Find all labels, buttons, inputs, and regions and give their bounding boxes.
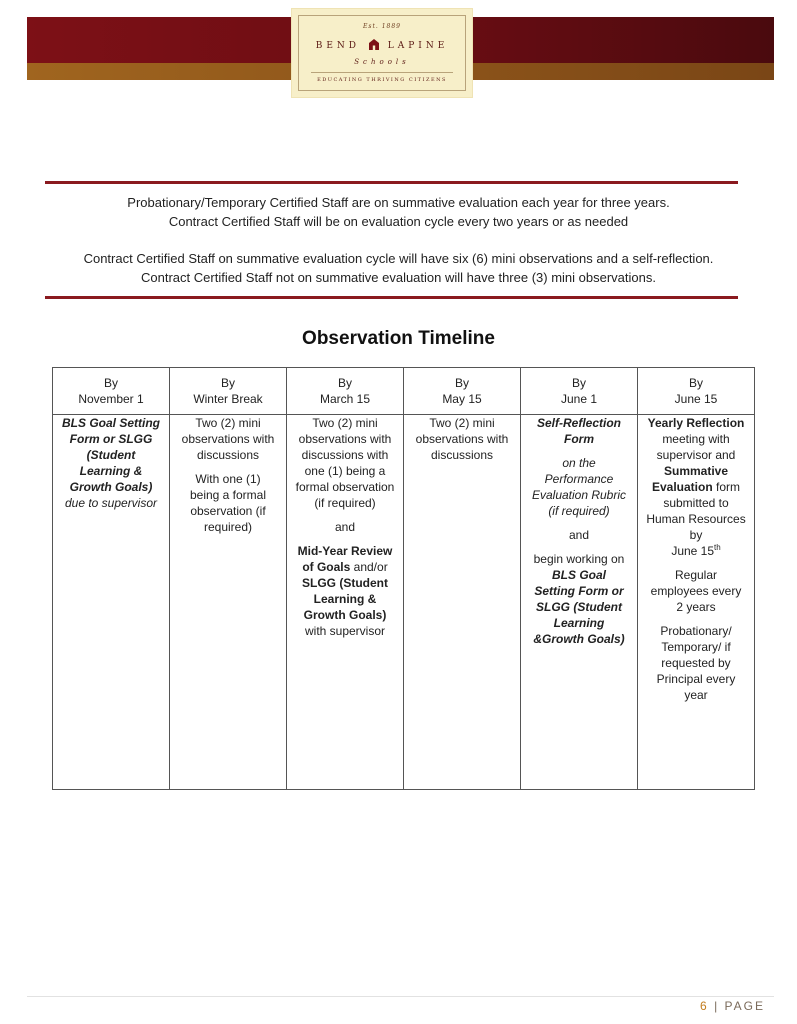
header-date: March 15 [319, 392, 371, 406]
if-required-text: (if required) [548, 504, 610, 518]
mini-observations-text: Two (2) mini observations with discussions with one (1) being a formal observation (if required) [295, 416, 395, 510]
cell-june-1 [521, 415, 638, 790]
slgg-label: SLGG (Student Learning & Growth Goals) [302, 576, 388, 622]
and-or-text: and/or [350, 560, 388, 574]
intro-line-3: Contract Certified Staff on summative evaluation cycle will have six (6) mini observations and a self-reflection. [83, 251, 714, 266]
table-body-row [53, 415, 755, 790]
cell-june-15 [638, 415, 755, 790]
page-number: 6 [700, 999, 709, 1013]
header-date: May 15 [442, 392, 482, 406]
performance-rubric-text: on the Performance Evaluation Rubric [531, 456, 627, 502]
header-by: By [337, 376, 352, 390]
intro-bottom-rule [45, 296, 738, 299]
header-by: By [688, 376, 703, 390]
logo-schools: Schools [354, 58, 410, 66]
header-cell-2 [170, 368, 287, 415]
mid-year-review-label: Mid-Year Review of Goals [297, 544, 393, 574]
due-to-supervisor-text: due to supervisor [64, 496, 158, 510]
logo-divider [311, 72, 453, 73]
cell-november-1 [53, 415, 170, 790]
begin-working-lead: begin working on [533, 552, 625, 566]
cell-may-15 [404, 415, 521, 790]
page-separator: | [708, 999, 725, 1013]
self-reflection-form-text: Self-Reflection Form [536, 416, 621, 446]
header-date: June 15 [674, 392, 718, 406]
intro-top-rule [45, 181, 738, 184]
mini-observations-text: Two (2) mini observations with discussions [181, 416, 275, 462]
mini-observations-text: Two (2) mini observations with discussions [415, 416, 509, 462]
june-15th-text [646, 543, 746, 559]
header-cell-3 [287, 368, 404, 415]
schoolhouse-icon [369, 39, 379, 50]
header-cell-5 [521, 368, 638, 415]
header-by: By [103, 376, 118, 390]
header-date: November 1 [78, 392, 144, 406]
district-logo [291, 8, 473, 98]
begin-working-text [531, 551, 627, 647]
footer-divider [27, 996, 774, 997]
logo-tagline: EDUCATING THRIVING CITIZENS [317, 77, 447, 83]
and-text: and [568, 528, 590, 542]
yearly-reflection-label: Yearly Reflection [647, 416, 745, 430]
header-cell-6 [638, 368, 755, 415]
header-cell-4 [404, 368, 521, 415]
header-by: By [220, 376, 235, 390]
logo-name-right: LAPINE [387, 41, 449, 51]
intro-line-4: Contract Certified Staff not on summative evaluation will have three (3) mini observations. [141, 270, 656, 285]
mid-year-review-text [295, 543, 395, 639]
cell-winter-break [170, 415, 287, 790]
with-supervisor-text: with supervisor [304, 624, 386, 638]
page-title: Observation Timeline [302, 328, 495, 349]
yearly-reflection-text [646, 415, 746, 543]
table-header-row [53, 368, 755, 415]
formal-observation-text: With one (1) being a formal observation (if required) [189, 472, 267, 534]
header-by: By [571, 376, 586, 390]
probationary-text: Probationary/ Temporary/ if requested by Principal every year [656, 624, 736, 702]
intro-line-2: Contract Certified Staff will be on evaluation cycle every two years or as needed [168, 214, 629, 229]
bls-goal-form-label: BLS Goal Setting Form or SLGG (Student Learning &Growth Goals) [533, 568, 625, 646]
observation-timeline-table [52, 367, 755, 790]
submitted-text: form submitted to Human Resources by [646, 480, 746, 542]
meeting-text: meeting with supervisor and [656, 432, 736, 462]
header-date: June 1 [560, 392, 598, 406]
logo-est: Est. 1889 [363, 23, 401, 30]
header-cell-1 [53, 368, 170, 415]
logo-name [299, 39, 465, 51]
ordinal-suffix: th [714, 543, 721, 552]
logo-name-left: BEND [315, 41, 360, 51]
intro-line-1: Probationary/Temporary Certified Staff are on summative evaluation each year for three years. [127, 195, 670, 210]
cell-march-15 [287, 415, 404, 790]
june-15-date: June 15 [671, 544, 715, 558]
and-text: and [334, 520, 356, 534]
header-by: By [454, 376, 469, 390]
bls-goal-setting-text: BLS Goal Setting Form or SLGG (Student Learning & Growth Goals) [61, 416, 160, 494]
page-footer [700, 999, 765, 1013]
logo-frame [298, 15, 466, 91]
header-date: Winter Break [193, 392, 263, 406]
summative-evaluation-label: Summative Evaluation [651, 464, 729, 494]
page-label: PAGE [724, 999, 765, 1013]
regular-employees-text: Regular employees every 2 years [650, 568, 742, 614]
